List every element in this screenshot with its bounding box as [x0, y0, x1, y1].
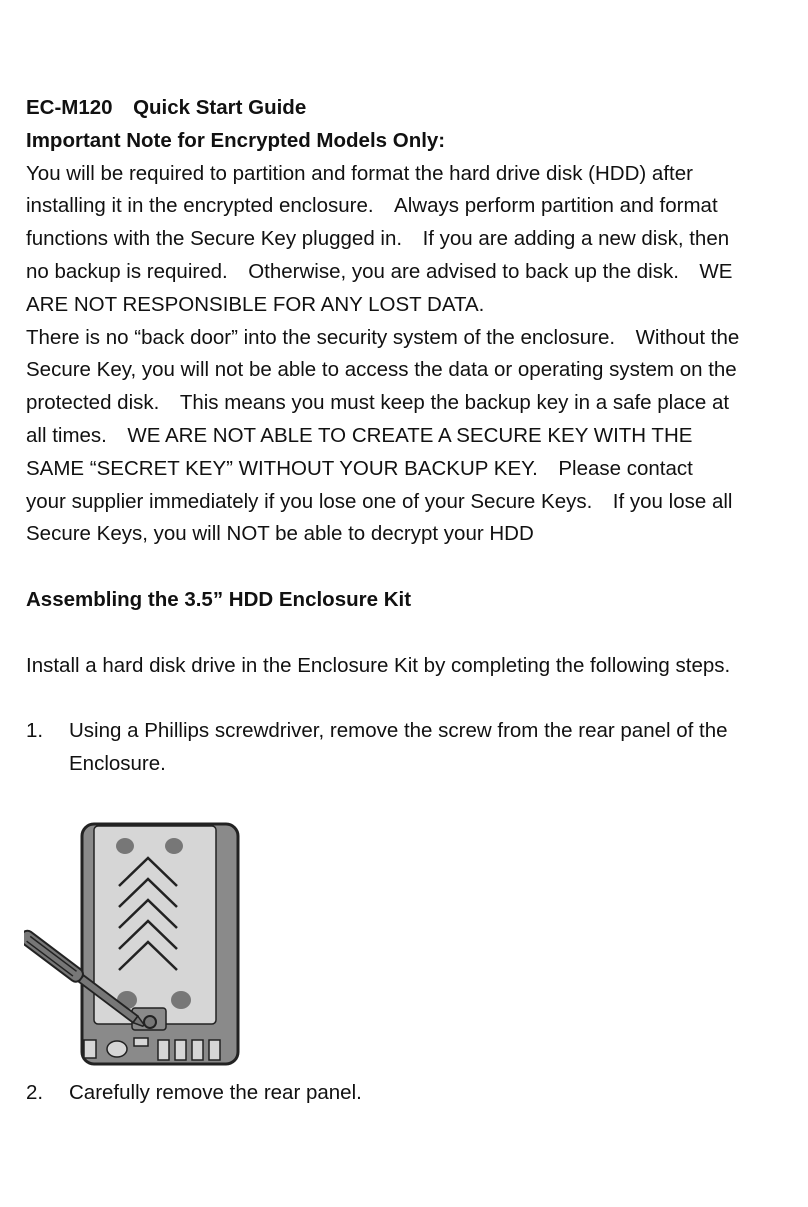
note-heading: Important Note for Encrypted Models Only:	[26, 128, 446, 152]
step-text-line: Enclosure.	[69, 751, 166, 775]
document-title: EC-M120 Quick Start Guide	[26, 96, 307, 119]
paragraph-line: You will be required to partition and format the hard drive disk (HDD) after	[26, 161, 693, 185]
assembly-heading: Assembling the 3.5” HDD Enclosure Kit	[26, 587, 412, 611]
step-1	[26, 715, 796, 781]
paragraph-line: Secure Keys, you will NOT be able to decrypt your HDD	[26, 522, 534, 546]
install-intro: Install a hard disk drive in the Enclosure Kit by completing the following steps.	[26, 653, 731, 677]
paragraph-line: your supplier immediately if you lose one of your Secure Keys. If you lose all	[26, 489, 733, 513]
spacer	[26, 682, 796, 715]
enclosure-screwdriver-illustration-icon	[24, 818, 244, 1068]
step-number: 2.	[26, 1081, 44, 1104]
step-text-line: Using a Phillips screwdriver, remove the screw from the rear panel of the	[69, 719, 728, 743]
paragraph-line: Secure Key, you will not be able to access the data or operating system on the	[26, 358, 737, 382]
paragraph-secure-key	[26, 322, 796, 552]
paragraph-line: functions with the Secure Key plugged in. If you are adding a new disk, then	[26, 227, 730, 251]
paragraph-line: all times. WE ARE NOT ABLE TO CREATE A SECURE KEY WITH THE	[26, 423, 693, 447]
paragraph-hdd-format	[26, 158, 796, 322]
step-2	[26, 1077, 796, 1110]
paragraph-line: There is no “back door” into the security system of the enclosure. Without the	[26, 325, 740, 349]
step-text-line: Carefully remove the rear panel.	[69, 1081, 362, 1104]
paragraph-line: no backup is required. Otherwise, you are advised to back up the disk. WE	[26, 259, 733, 283]
spacer	[26, 617, 796, 650]
document-body	[26, 92, 796, 781]
spacer	[26, 551, 796, 584]
paragraph-line: SAME “SECRET KEY” WITHOUT YOUR BACKUP KEY. Please contact	[26, 456, 693, 480]
paragraph-line: installing it in the encrypted enclosure. Always perform partition and format	[26, 194, 718, 218]
paragraph-line: protected disk. This means you must keep the backup key in a safe place at	[26, 391, 730, 415]
step-number: 1.	[26, 719, 44, 743]
paragraph-line: ARE NOT RESPONSIBLE FOR ANY LOST DATA.	[26, 292, 485, 316]
